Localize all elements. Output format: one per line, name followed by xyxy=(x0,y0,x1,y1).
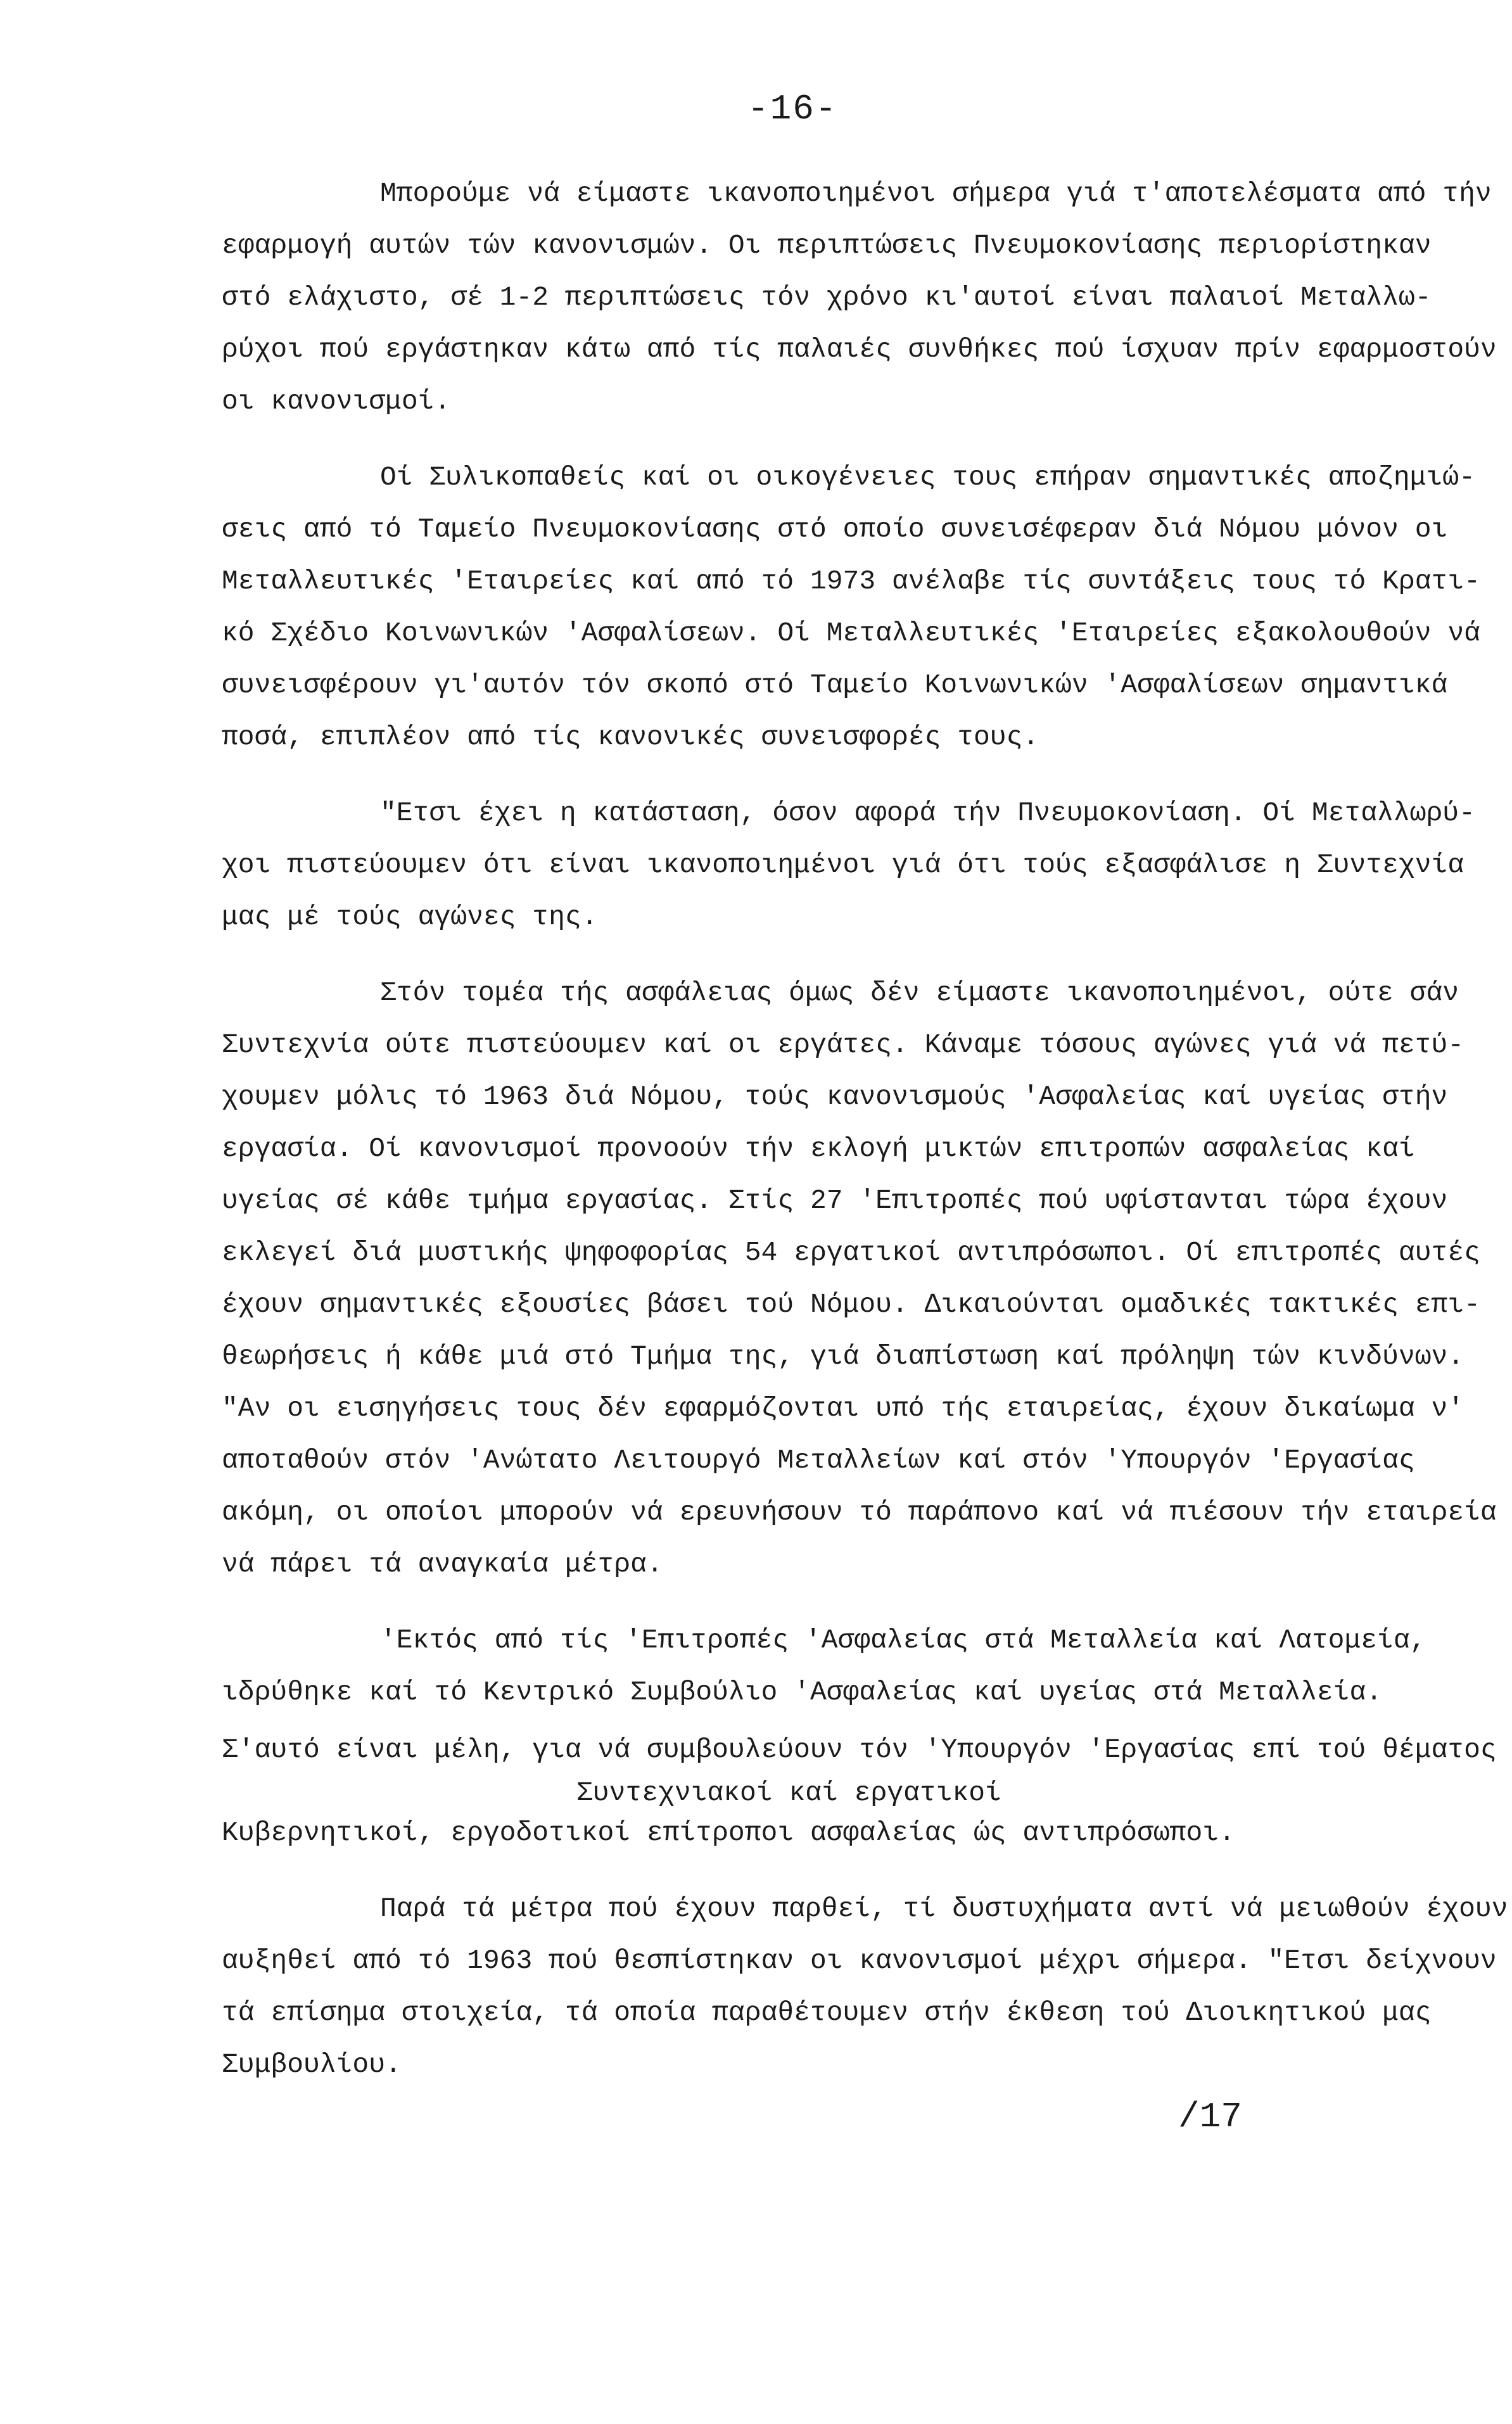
text-line: Μπορούμε νά είμαστε ικανοποιημένοι σήμερα γιά τ'αποτελέσματα από τήν xyxy=(380,178,1492,209)
text-line: Στόν τομέα τής ασφάλειας όμως δέν είμαστε ικανοποιημένοι, ούτε σάν xyxy=(380,977,1459,1008)
text-line: νά πάρει τά αναγκαία μέτρα. xyxy=(222,1549,663,1580)
text-line: ποσά, επιπλέον από τίς κανονικές συνεισφορές τους. xyxy=(222,721,1039,752)
text-line: έχουν σημαντικές εξουσίες βάσει τού Νόμου. Δικαιούνται ομαδικές τακτικές επι- xyxy=(222,1289,1480,1320)
text-line: 'Εκτός από τίς 'Επιτροπές 'Ασφαλείας στά Μεταλλεία καί Λατομεία, xyxy=(380,1625,1426,1656)
text-line: Παρά τά μέτρα πού έχουν παρθεί, τί δυστυχήματα αντί νά μειωθούν έχουν xyxy=(380,1893,1508,1924)
text-line: αυξηθεί από τό 1963 πού θεσπίστηκαν οι κανονισμοί μέχρι σήμερα. "Ετσι δείχνουν xyxy=(222,1945,1497,1976)
text-line: συνεισφέρουν γι'αυτόν τόν σκοπό στό Ταμείο Κοινωνικών 'Ασφαλίσεων σημαντικά xyxy=(222,669,1448,701)
text-line: θεωρήσεις ή κάθε μιά στό Τμήμα της, γιά διαπίστωση καί πρόληψη τών κινδύνων. xyxy=(222,1341,1464,1372)
text-line: ακόμη, οι οποίοι μπορούν νά ερευνήσουν τό παράπονο καί νά πιέσουν τήν εταιρεία xyxy=(222,1497,1497,1528)
text-line: ιδρύθηκε καί τό Κεντρικό Συμβούλιο 'Ασφαλείας καί υγείας στά Μεταλλεία. xyxy=(222,1677,1383,1708)
text-line: "Ετσι έχει η κατάσταση, όσον αφορά τήν Πνευμοκονίαση. Οί Μεταλλωρύ- xyxy=(380,797,1475,828)
text-line: στό ελάχιστο, σέ 1-2 περιπτώσεις τόν χρόνο κι'αυτοί είναι παλαιοί Μεταλλω- xyxy=(222,282,1432,313)
text-line: "Αν οι εισηγήσεις τους δέν εφαρμόζονται υπό τής εταιρείας, έχουν δικαίωμα ν' xyxy=(222,1393,1464,1424)
text-line: Μεταλλευτικές 'Εταιρείες καί από τό 1973 ανέλαβε τίς συντάξεις τους τό Κρατι- xyxy=(222,566,1480,597)
text-line: Συντεχνία ούτε πιστεύουμεν καί οι εργάτες. Κάναμε τόσους αγώνες γιά νά πετύ- xyxy=(222,1029,1464,1060)
paragraph-2 xyxy=(222,452,1482,763)
text-line: Κυβερνητικοί, εργοδοτικοί επίτροποι ασφαλείας ώς αντιπρόσωποι. xyxy=(222,1817,1235,1848)
next-page-marker: /17 xyxy=(1178,2097,1242,2137)
paragraph-3 xyxy=(222,787,1482,943)
interlinear-insertion: Συντεχνιακοί καί εργατικοί xyxy=(576,1777,1001,1808)
text-line: ρύχοι πού εργάστηκαν κάτω από τίς παλαιές συνθήκες πού ίσχυαν πρίν εφαρμοστούν xyxy=(222,334,1497,365)
text-line: εργασία. Οί κανονισμοί προνοούν τήν εκλογή μικτών επιτροπών ασφαλείας καί xyxy=(222,1133,1415,1164)
text-line: υγείας σέ κάθε τμήμα εργασίας. Στίς 27 'Επιτροπές πού υφίστανται τώρα έχουν xyxy=(222,1185,1448,1216)
text-line: τά επίσημα στοιχεία, τά οποία παραθέτουμεν στήν έκθεση τού Διοικητικού μας xyxy=(222,1997,1432,2028)
text-line: χουμεν μόλις τό 1963 διά Νόμου, τούς κανονισμούς 'Ασφαλείας καί υγείας στήν xyxy=(222,1081,1448,1112)
paragraph-5 xyxy=(222,1615,1497,1859)
paragraph-1 xyxy=(222,168,1497,428)
text-line: μας μέ τούς αγώνες της. xyxy=(222,901,598,932)
paragraph-6 xyxy=(222,1883,1508,2091)
text-line: Σ'αυτό είναι μέλη, για νά συμβουλεύουν τόν 'Υπουργόν 'Εργασίας επί τού θέματος xyxy=(222,1734,1497,1765)
page-number: -16- xyxy=(747,89,838,129)
text-line: χοι πιστεύουμεν ότι είναι ικανοποιημένοι γιά ότι τούς εξασφάλισε η Συντεχνία xyxy=(222,849,1464,880)
text-line: αποταθούν στόν 'Ανώτατο Λειτουργό Μεταλλείων καί στόν 'Υπουργόν 'Εργασίας xyxy=(222,1445,1415,1476)
paragraph-4 xyxy=(222,967,1497,1590)
text-line: εφαρμογή αυτών τών κανονισμών. Οι περιπτώσεις Πνευμοκονίασης περιορίστηκαν xyxy=(222,230,1432,261)
text-line: Συμβουλίου. xyxy=(222,2049,402,2080)
text-line: εκλεγεί διά μυστικής ψηφοφορίας 54 εργατικοί αντιπρόσωποι. Οί επιτροπές αυτές xyxy=(222,1237,1480,1268)
text-line: σεις από τό Ταμείο Πνευμοκονίασης στό οποίο συνεισέφεραν διά Νόμου μόνον οι xyxy=(222,514,1448,545)
document-body xyxy=(222,168,1508,2091)
text-line: κό Σχέδιο Κοινωνικών 'Ασφαλίσεων. Οί Μεταλλευτικές 'Εταιρείες εξακολουθούν νά xyxy=(222,618,1480,649)
text-line: Οί Συλικοπαθείς καί οι οικογένειες τους επήραν σημαντικές αποζημιώ- xyxy=(380,462,1475,493)
text-line: οι κανονισμοί. xyxy=(222,386,451,417)
